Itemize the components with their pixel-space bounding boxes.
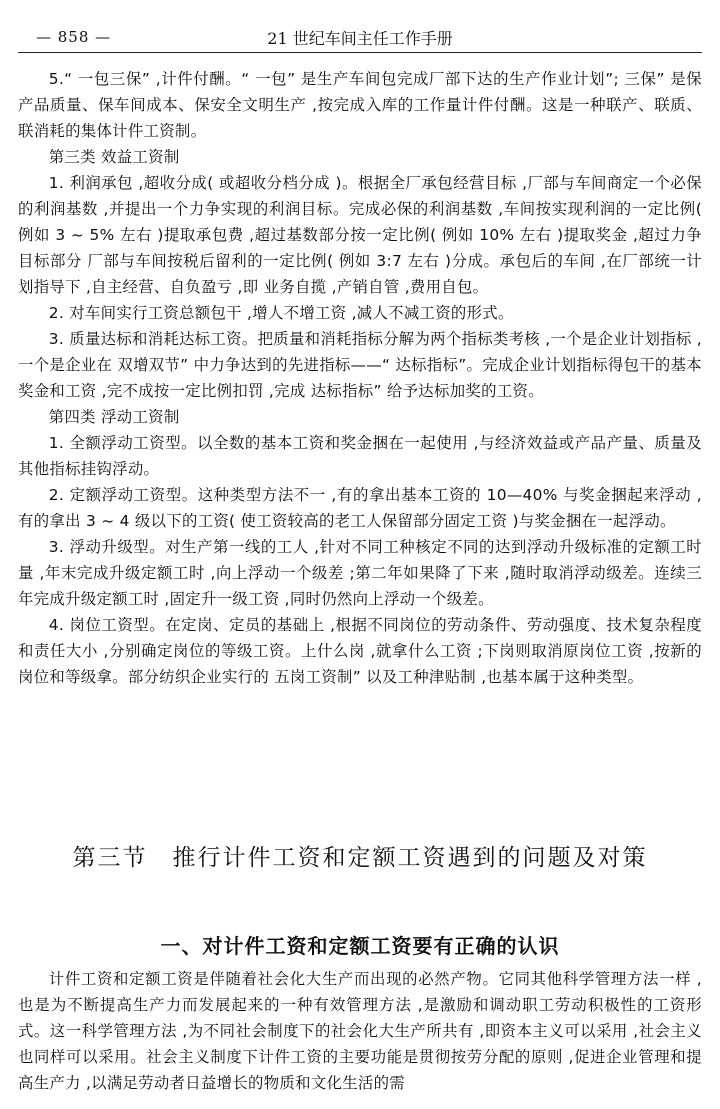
paragraph: 2. 对车间实行工资总额包干 ,增人不增工资 ,减人不减工资的形式。 bbox=[48, 304, 514, 322]
subheading: 第三类 效益工资制 bbox=[48, 148, 180, 166]
paragraph: 3. 浮动升级型。对生产第一线的工人 ,针对不同工种核定不同的达到浮动升级标准的定额工时量 ,年末完成升级定额工时 ,向上浮动一个级差 ;第二年如果降了下来 ,随时取消浮动级差。连续三年完成升级定额工时 ,固定升一级工资 ,同时仍然向上浮动一个级差。 bbox=[18, 538, 702, 608]
body-text bbox=[18, 66, 702, 690]
section-title: 第三节 推行计件工资和定额工资遇到的问题及对策 bbox=[72, 845, 648, 872]
paragraph: 计件工资和定额工资是伴随着社会化大生产而出现的必然产物。它同其他科学管理方法一样 ,也是为不断提高生产力而发展起来的一种有效管理方法 ,是激励和调动职工劳动积极性的工资形式。这一科学管理方法 ,为不同社会制度下的社会化大生产所共有 ,即资本主义可以采用 ,社会主义也同样可以采用。社会主义制度下计件工资的主要功能是贯彻按劳分配的原则 ,促进企业管理和提高生产力 ,以满足劳动者日益增长的物质和文化生活的需 bbox=[18, 970, 702, 1092]
paragraph: 2. 定额浮动工资型。这种类型方法不一 ,有的拿出基本工资的 10—40% 与奖金捆起来浮动 ,有的拿出 3 ~ 4 级以下的工资( 使工资较高的老工人保留部分固定工资 )与奖金捆在一起浮动。 bbox=[18, 486, 702, 530]
paragraph: 3. 质量达标和消耗达标工资。把质量和消耗指标分解为两个指标类考核 ,一个是企业计划指标 ,一个是企业在 双增双节” 中力争达到的先进指标——“ 达标指标”。完成企业计划指标得包干的基本奖金和工资 ,完不成按一定比例扣罚 ,完成 达标指标” 给予达标加奖的工资。 bbox=[18, 330, 702, 400]
paragraph: 1. 利润承包 ,超收分成( 或超收分档分成 )。根据全厂承包经营目标 ,厂部与车间商定一个必保的利润基数 ,并提出一个力争实现的利润目标。完成必保的利润基数 ,车间按实现利润的一定比例( 例如 3 ~ 5% 左右 )提取承包费 ,超过基数部分按一定比例( 例如 10% 左右 )提取奖金 ,超过力争目标部分 厂部与车间按税后留利的一定比例( 例如 3:7 左右 )分成。承包后的车间 ,在厂部统一计划指导下 ,自主经营、自负盈亏 ,即 业务自揽 ,产销自管 ,费用自包。 bbox=[18, 174, 702, 296]
subheading: 第四类 浮动工资制 bbox=[48, 408, 180, 426]
paragraph: 4. 岗位工资型。在定岗、定员的基础上 ,根据不同岗位的劳动条件、劳动强度、技术复杂程度和责任大小 ,分别确定岗位的等级工资。上什么岗 ,就拿什么工资 ;下岗则取消原岗位工资 ,按新的岗位和等级拿。部分纺织企业实行的 五岗工资制” 以及工种津贴制 ,也基本属于这种类型。 bbox=[18, 616, 702, 686]
paragraph: 5.“ 一包三保” ,计件付酬。“ 一包” 是生产车间包完成厂部下达的生产作业计划”; 三保” 是保产品质量、保车间成本、保安全文明生产 ,按完成入库的工作量计件付酬。这是一种联产、联质、联消耗的集体计件工资制。 bbox=[18, 70, 702, 140]
running-title: 21 世纪车间主任工作手册 bbox=[267, 29, 453, 48]
closing-text bbox=[18, 966, 702, 1096]
sub-title: 一、对计件工资和定额工资要有正确的认识 bbox=[160, 934, 560, 958]
page-header bbox=[18, 26, 702, 53]
page-number: — 858 — bbox=[36, 28, 112, 46]
paragraph: 1. 全额浮动工资型。以全数的基本工资和奖金捆在一起使用 ,与经济效益或产品产量、质量及其他指标挂钩浮动。 bbox=[18, 434, 702, 478]
